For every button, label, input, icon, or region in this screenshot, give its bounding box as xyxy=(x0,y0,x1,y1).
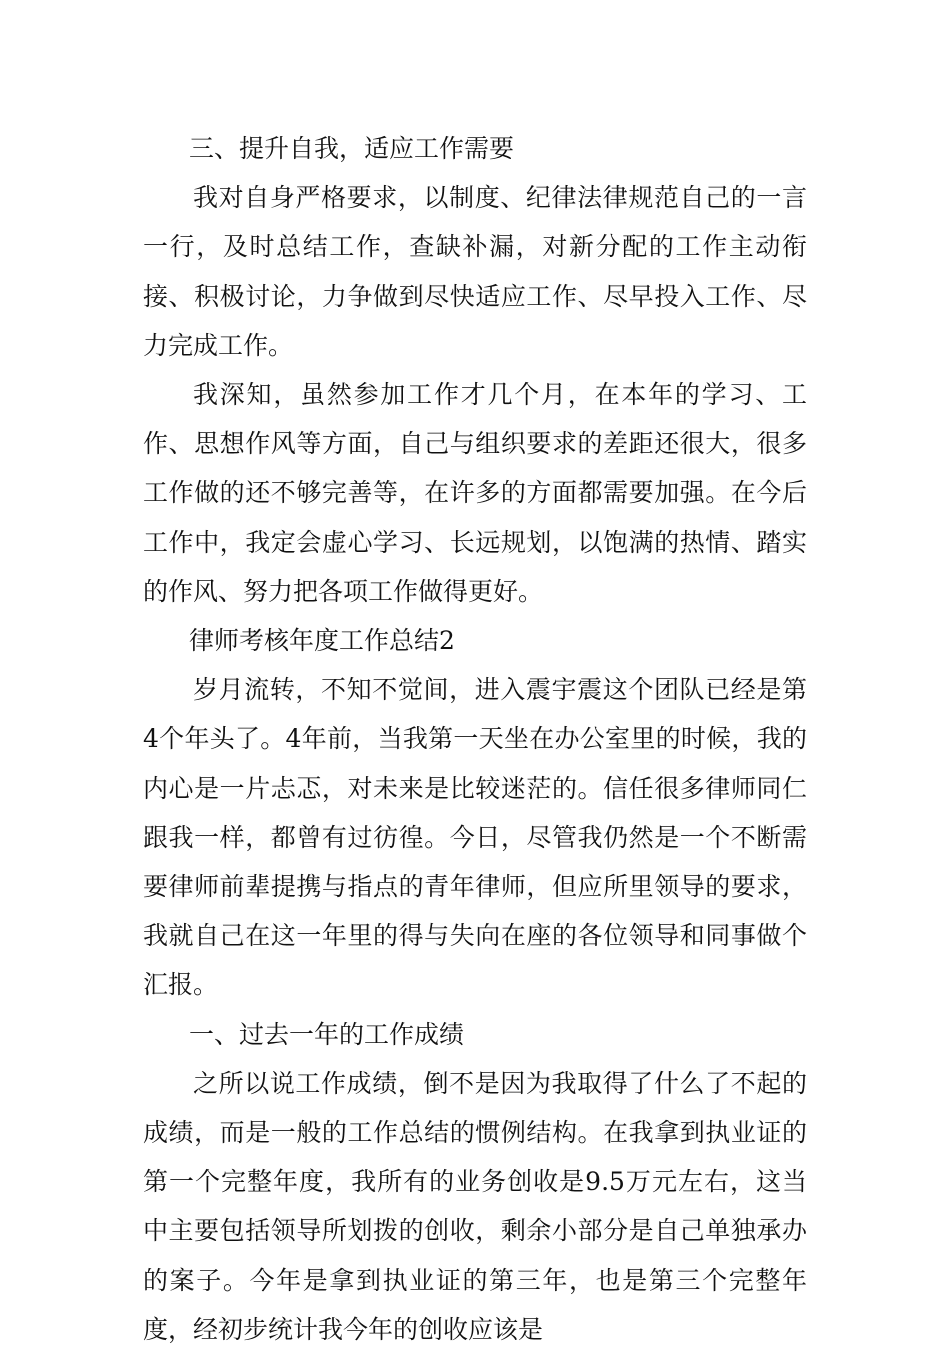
paragraph-achievements: 之所以说工作成绩，倒不是因为我取得了什么了不起的成绩，而是一般的工作总结的惯例结构。在我拿到执业证的第一个完整年度，我所有的业务创收是9.5万元左右，这当中主要包括领导所划拨的创收，剩余小部分是自己单独承办的案子。今年是拿到执业证的第三年，也是第三个完整年度，经初步统计我今年的创收应该是 xyxy=(143,1068,807,1344)
section-heading-achievements: 一、过去一年的工作成绩 xyxy=(189,1019,465,1049)
paragraph-self-reflection: 我深知，虽然参加工作才几个月，在本年的学习、工作、思想作风等方面，自己与组织要求的差距还很大，很多工作做的还不够完善等，在许多的方面都需要加强。在今后工作中，我定会虚心学习、长远规划，以饱满的热情、踏实的作风、努力把各项工作做得更好。 xyxy=(143,380,807,606)
document-subtitle-summary-2: 律师考核年度工作总结2 xyxy=(189,626,455,656)
section-heading-self-improvement: 三、提升自我，适应工作需要 xyxy=(189,134,515,163)
paragraph-introduction: 岁月流转，不知不觉间，进入震宇震这个团队已经是第4个年头了。4年前，当我第一天坐在办公室里的时候，我的内心是一片忐忑，对未来是比较迷茫的。信任很多律师同仁跟我一样，都曾有过彷徨。今日，尽管我仍然是一个不断需要律师前辈提携与指点的青年律师，但应所里领导的要求，我就自己在这一年里的得与失向在座的各位领导和同事做个汇报。 xyxy=(143,675,807,1000)
paragraph-self-discipline: 我对自身严格要求，以制度、纪律法律规范自己的一言一行，及时总结工作，查缺补漏，对新分配的工作主动衔接、积极讨论，力争做到尽快适应工作、尽早投入工作、尽力完成工作。 xyxy=(143,183,807,360)
document-body xyxy=(143,124,807,1354)
